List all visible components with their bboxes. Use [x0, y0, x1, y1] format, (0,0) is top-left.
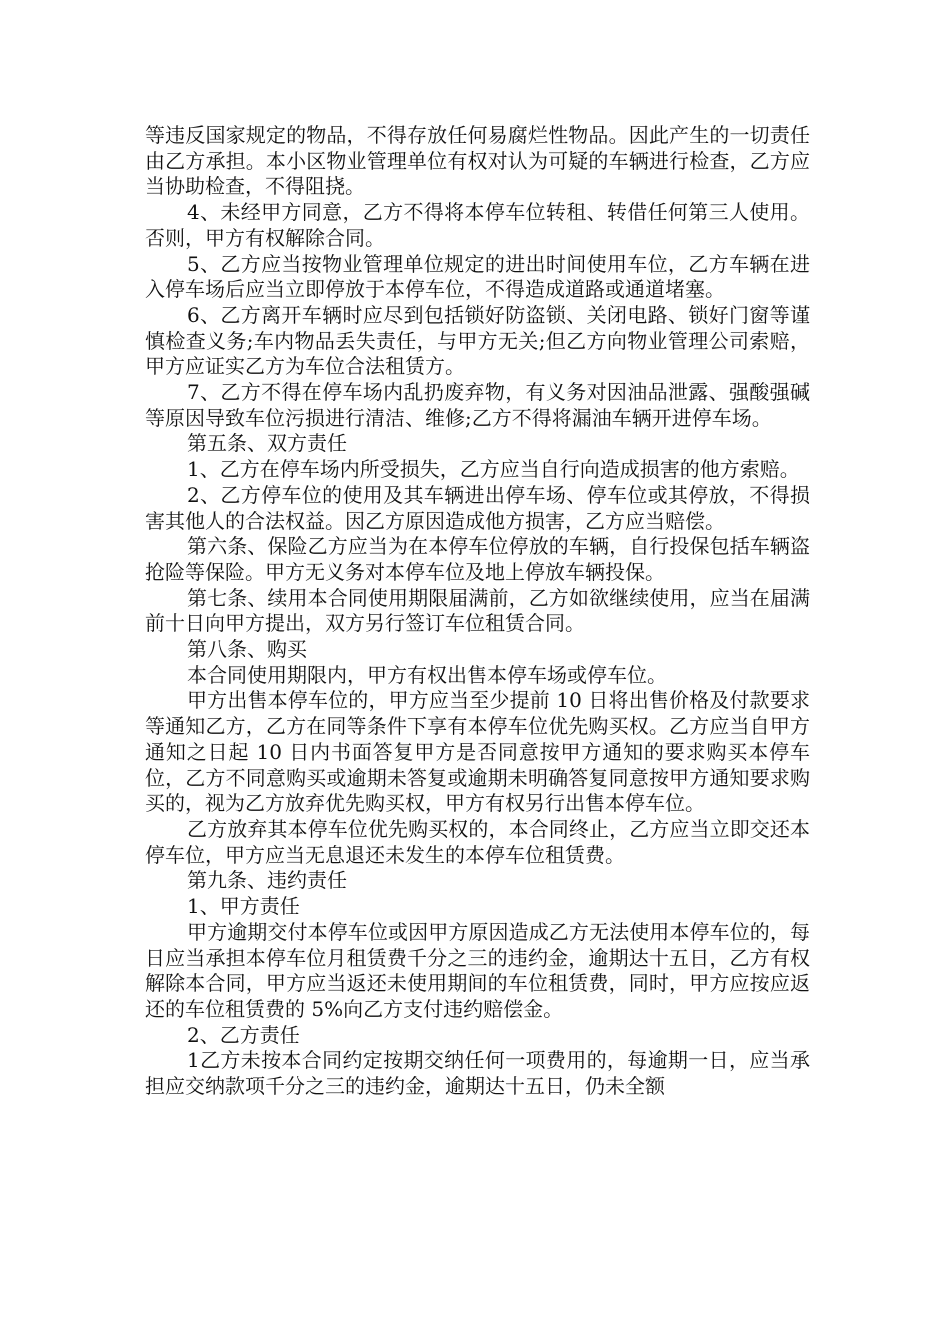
paragraph: 等违反国家规定的物品，不得存放任何易腐烂性物品。因此产生的一切责任由乙方承担。本小区物业管理单位有权对认为可疑的车辆进行检查，乙方应当协助检查，不得阻挠。 — [145, 123, 810, 199]
paragraph: 乙方放弃其本停车位优先购买权的，本合同终止，乙方应当立即交还本停车位，甲方应当无息退还未发生的本停车位租赁费。 — [145, 816, 810, 867]
paragraph: 第七条、续用本合同使用期限届满前，乙方如欲继续使用，应当在届满前十日向甲方提出，双方另行签订车位租赁合同。 — [145, 585, 810, 636]
paragraph: 2、乙方停车位的使用及其车辆进出停车场、停车位或其停放，不得损害其他人的合法权益。因乙方原因造成他方损害，乙方应当赔偿。 — [145, 482, 810, 533]
paragraph: 6、乙方离开车辆时应尽到包括锁好防盗锁、关闭电路、锁好门窗等谨慎检查义务;车内物品丢失责任，与甲方无关;但乙方向物业管理公司索赔，甲方应证实乙方为车位合法租赁方。 — [145, 302, 810, 379]
paragraph: 甲方出售本停车位的，甲方应当至少提前 10 日将出售价格及付款要求等通知乙方，乙方在同等条件下享有本停车位优先购买权。乙方应当自甲方通知之日起 10 日内书面答复甲方是否同意按甲方通知的要求购买本停车位，乙方不同意购买或逾期未答复或逾期未明确答复同意按甲方通知要求购买的，视为乙方放弃优先购买权，甲方有权另行出售本停车位。 — [145, 688, 810, 816]
paragraph: 本合同使用期限内，甲方有权出售本停车场或停车位。 — [187, 662, 667, 687]
section-heading: 第八条、购买 — [187, 637, 307, 662]
subsection-heading: 1、甲方责任 — [187, 894, 300, 919]
section-heading: 第九条、违约责任 — [187, 868, 347, 893]
document-page — [145, 123, 810, 1100]
paragraph: 甲方逾期交付本停车位或因甲方原因造成乙方无法使用本停车位的，每日应当承担本停车位月租赁费千分之三的违约金，逾期达十五日，乙方有权解除本合同，甲方应当返还未使用期间的车位租赁费，同时，甲方应按应返还的车位租赁费的 5%向乙方支付违约赔偿金。 — [145, 919, 810, 1021]
paragraph: 7、乙方不得在停车场内乱扔废弃物，有义务对因油品泄露、强酸强碱等原因导致车位污损进行清洁、维修;乙方不得将漏油车辆开进停车场。 — [145, 380, 810, 430]
paragraph: 1、乙方在停车场内所受损失，乙方应当自行向造成损害的他方索赔。 — [187, 457, 800, 482]
paragraph: 1乙方未按本合同约定按期交纳任何一项费用的，每逾期一日，应当承担应交纳款项千分之三的违约金，逾期达十五日，仍未全额 — [145, 1048, 810, 1099]
subsection-heading: 2、乙方责任 — [187, 1022, 300, 1047]
paragraph: 5、乙方应当按物业管理单位规定的进出时间使用车位，乙方车辆在进入停车场后应当立即停放于本停车位，不得造成道路或通道堵塞。 — [145, 251, 810, 302]
paragraph: 4、未经甲方同意，乙方不得将本停车位转租、转借任何第三人使用。否则，甲方有权解除合同。 — [145, 200, 810, 250]
paragraph: 第六条、保险乙方应当为在本停车位停放的车辆，自行投保包括车辆盗抢险等保险。甲方无义务对本停车位及地上停放车辆投保。 — [145, 534, 810, 584]
section-heading: 第五条、双方责任 — [187, 431, 347, 456]
